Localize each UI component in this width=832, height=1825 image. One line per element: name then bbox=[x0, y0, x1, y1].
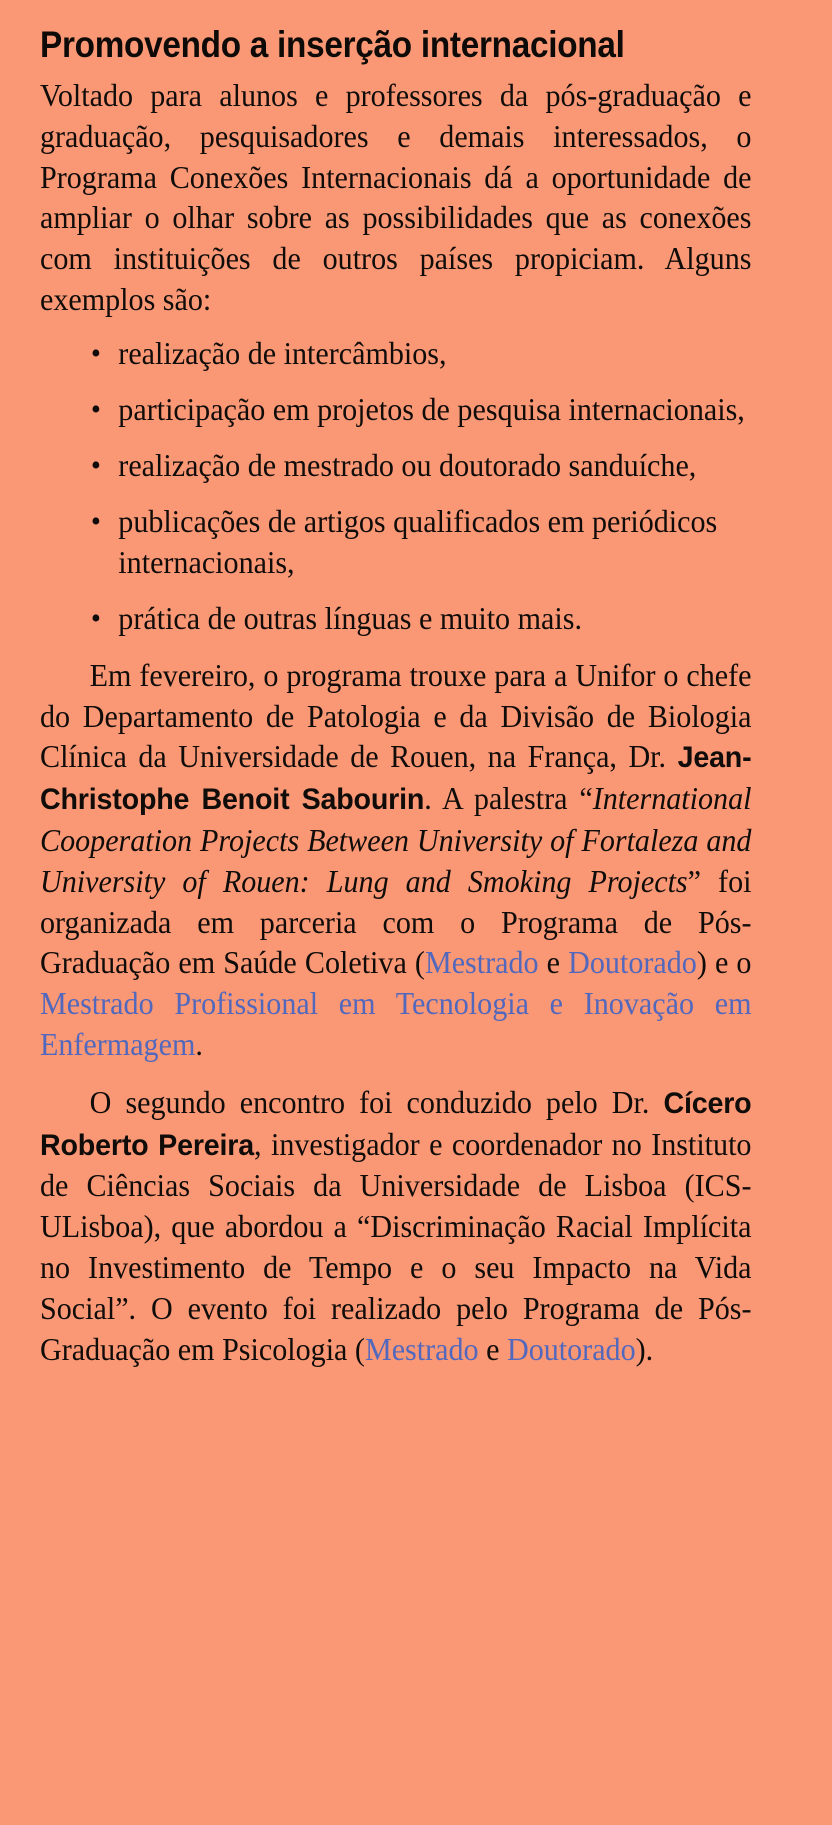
speaker-name-pereira: Cícero Roberto Pereira bbox=[40, 1086, 752, 1162]
paragraph-text-part: ). bbox=[635, 1331, 654, 1367]
list-item-label: participação em projetos de pesquisa internacionais, bbox=[118, 391, 745, 427]
examples-list bbox=[40, 333, 785, 639]
paragraph-text-part: , investigador e coordenador no Instituto de Ciências Sociais da Universidade de Lisboa (ICS-ULisboa), que abordou a “Discriminação Racial Implícita no Investimento de Tempo e o seu Impacto na Vida Social”. O evento foi realizado pelo Programa de Pós-Graduação em Psicologia ( bbox=[40, 1126, 752, 1367]
list-item bbox=[40, 598, 751, 639]
paragraph-text-part: Em fevereiro, o programa trouxe para a Unifor o chefe do Departamento de Patologia e da Divisão de Biologia Clínica da Universidade de Rouen, na França, Dr. bbox=[40, 657, 752, 775]
link-doutorado-psicologia[interactable]: Doutorado bbox=[506, 1331, 636, 1367]
list-item-label: realização de mestrado ou doutorado sanduíche, bbox=[118, 447, 697, 483]
list-item-label: realização de intercâmbios, bbox=[118, 335, 447, 371]
paragraph-text-part: . A palestra “ bbox=[424, 781, 593, 817]
link-mestrado-saude-coletiva[interactable]: Mestrado bbox=[424, 945, 539, 981]
bullet-icon: • bbox=[90, 392, 101, 426]
paragraph-second-meeting bbox=[40, 1083, 751, 1371]
lecture-title: International Cooperation Projects Between University of Fortaleza and University of Rouen: Lung and Smoking Projects bbox=[40, 781, 752, 899]
lead-paragraph: Voltado para alunos e professores da pós-graduação e graduação, pesquisadores e demais interessados, o Programa Conexões Internacionais dá a oportunidade de ampliar o olhar sobre as possibilidades que as conexões com instituições de outros países propiciam. Alguns exemplos são: bbox=[40, 78, 752, 317]
list-item bbox=[40, 333, 751, 374]
link-doutorado-saude-coletiva[interactable]: Doutorado bbox=[568, 945, 697, 981]
speaker-name-sabourin: Jean-Christophe Benoit Sabourin bbox=[40, 741, 752, 817]
bullet-icon: • bbox=[90, 601, 101, 635]
list-item bbox=[40, 501, 751, 583]
list-item bbox=[40, 389, 751, 430]
link-mestrado-profissional-enfermagem[interactable]: Mestrado Profissional em Tecnologia e Inovação em Enfermagem bbox=[40, 986, 752, 1062]
link-mestrado-psicologia[interactable]: Mestrado bbox=[364, 1331, 479, 1367]
paragraph-text-part: . bbox=[195, 1026, 203, 1062]
paragraph-text-part: O segundo encontro foi conduzido pelo Dr. bbox=[89, 1084, 664, 1120]
paragraph-text-part: e bbox=[478, 1331, 507, 1367]
paragraph-text-part: ) e o bbox=[696, 945, 752, 981]
bullet-icon: • bbox=[90, 336, 101, 370]
bullet-icon: • bbox=[90, 448, 101, 482]
paragraph-text-part: e bbox=[538, 945, 569, 981]
paragraph-february-event bbox=[40, 656, 751, 1066]
list-item-label: prática de outras línguas e muito mais. bbox=[118, 600, 582, 636]
paragraph-text-part: ” foi organizada em parceria com o Programa de Pós-Graduação em Saúde Coletiva ( bbox=[40, 863, 752, 981]
bullet-icon: • bbox=[90, 504, 101, 538]
page-title: Promovendo a inserção internacional bbox=[40, 24, 625, 65]
list-item-label: publicações de artigos qualificados em periódicos internacionais, bbox=[118, 503, 718, 580]
list-item bbox=[40, 445, 751, 486]
